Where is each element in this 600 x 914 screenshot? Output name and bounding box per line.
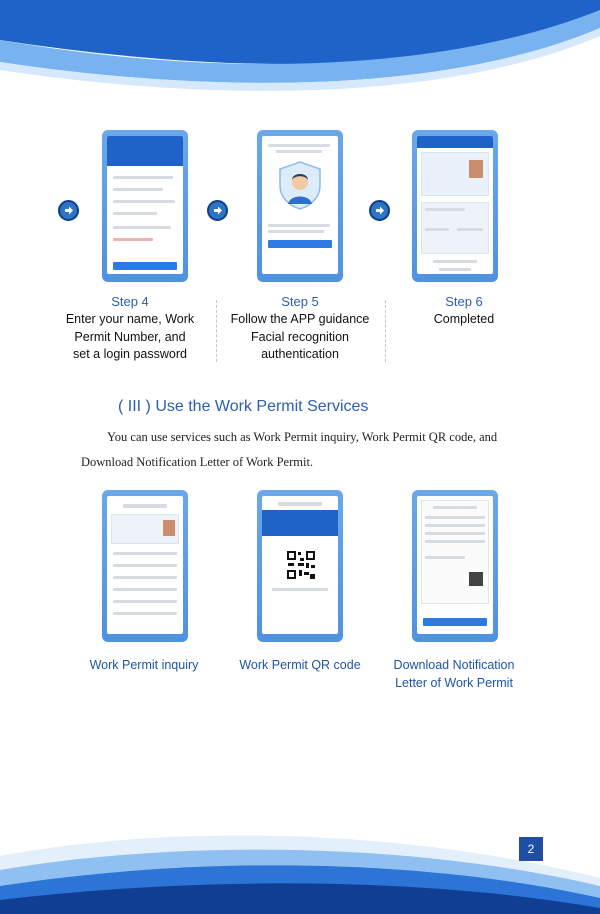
step6-description: Completed <box>433 312 495 326</box>
step6-title: Step 6 <box>445 294 483 309</box>
step4-description: Enter your name, Work Permit Number, and set a login password <box>65 312 195 361</box>
arrow-right-icon <box>58 200 79 221</box>
step5-description: Follow the APP guidance Facial recognition authentication <box>230 312 370 361</box>
arrow-right-icon <box>207 200 228 221</box>
step5-phone-screenshot <box>257 130 343 282</box>
qr-code-icon <box>286 550 316 580</box>
notification-letter-phone-screenshot <box>412 490 498 642</box>
work-permit-qr-phone-screenshot <box>257 490 343 642</box>
page-number: 2 <box>519 837 543 861</box>
work-permit-inquiry-label: Work Permit inquiry <box>89 658 199 672</box>
work-permit-qr-code-label: Work Permit QR code <box>239 658 361 672</box>
work-permit-inquiry-phone-screenshot <box>102 490 188 642</box>
bottom-wave-decoration <box>0 804 600 914</box>
face-shield-icon <box>278 160 322 210</box>
step4-phone-screenshot <box>102 130 188 282</box>
step4-title: Step 4 <box>111 294 149 309</box>
column-divider <box>385 300 386 362</box>
section-paragraph-line2: Download Notification Letter of Work Permit. <box>81 455 314 469</box>
section-paragraph-line1: You can use services such as Work Permit inquiry, Work Permit QR code, and <box>107 430 498 444</box>
section-title: ( III ) Use the Work Permit Services <box>118 398 369 415</box>
step6-phone-screenshot <box>412 130 498 282</box>
top-wave-decoration <box>0 0 600 110</box>
download-notification-label: Download Notification Letter of Work Permit <box>393 658 515 690</box>
arrow-right-icon <box>369 200 390 221</box>
step5-title: Step 5 <box>281 294 319 309</box>
